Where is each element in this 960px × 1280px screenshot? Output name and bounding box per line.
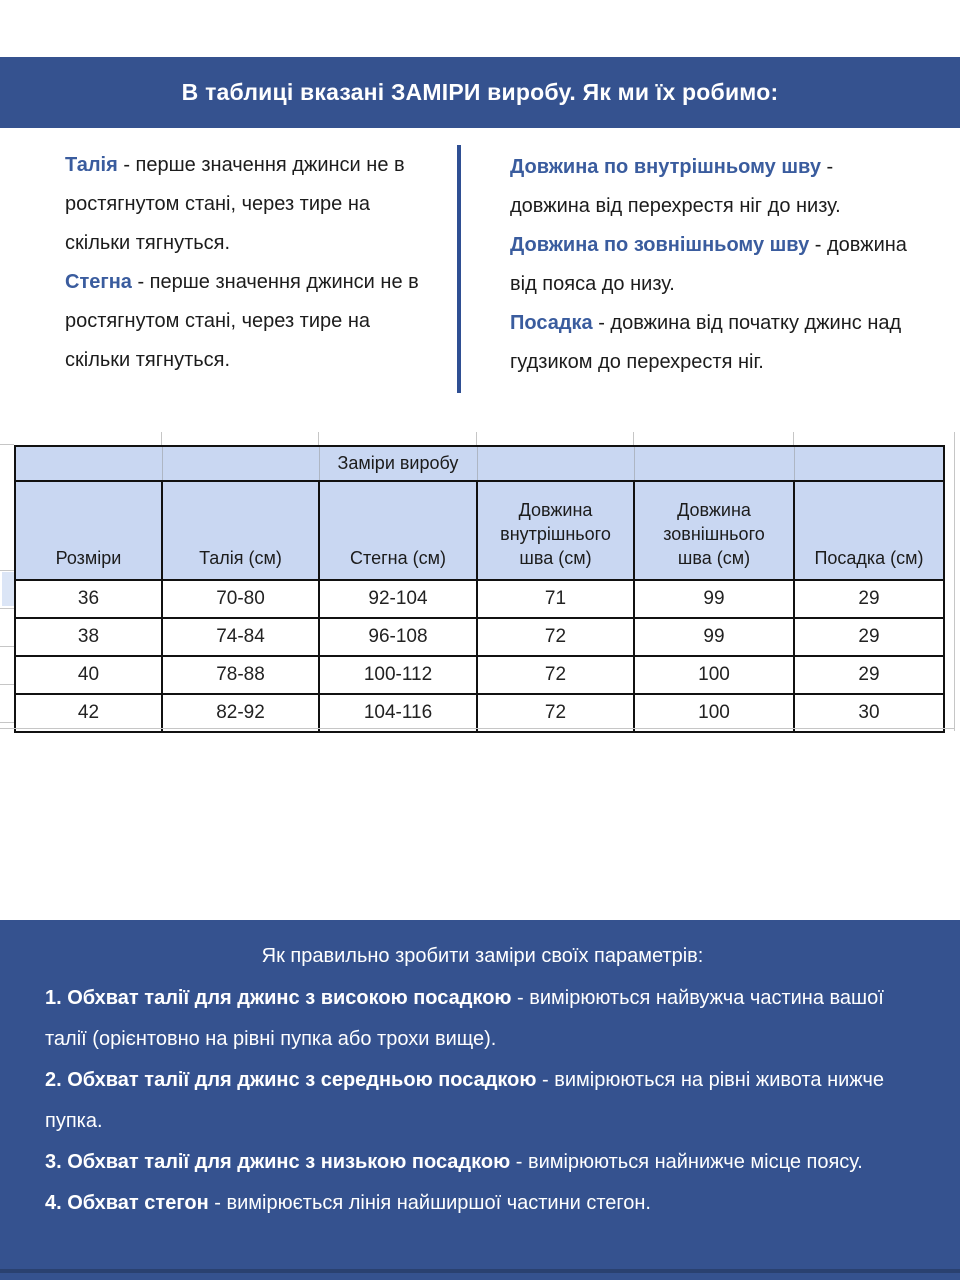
- group-header-cell: [634, 446, 794, 481]
- gridline-stub-top: [476, 432, 477, 445]
- data-cell: 42: [15, 694, 162, 732]
- data-cell: 29: [794, 656, 944, 694]
- banner-title: В таблиці вказані ЗАМІРИ виробу. Як ми їх робимо:: [181, 79, 779, 105]
- instruction-lead: 2. Обхват талії для джинс з середньою посадкою: [45, 1069, 537, 1091]
- definitions-section: [0, 128, 960, 428]
- instruction-item: [45, 1183, 920, 1224]
- instruction-lead: 1. Обхват талії для джинс з високою посадкою: [45, 987, 512, 1009]
- data-cell: 74-84: [162, 618, 319, 656]
- table-row: [15, 656, 944, 694]
- neighbor-cell-highlight: [2, 572, 14, 606]
- column-header-cell: [15, 481, 162, 580]
- definition-term: Довжина по внутрішньому шву: [510, 156, 821, 178]
- gridline-stub-top: [161, 432, 162, 445]
- data-cell: 78-88: [162, 656, 319, 694]
- column-header-cell: [162, 481, 319, 580]
- column-header-cell: [319, 481, 477, 580]
- instruction-text: - вимірюються найвужча частина вашої талії (орієнтовно на рівні пупка або трохи вище).: [45, 987, 884, 1050]
- column-divider: [457, 145, 461, 393]
- column-header-label: Стегна (см): [350, 548, 446, 568]
- data-cell: 38: [15, 618, 162, 656]
- bottom-edge-line: [0, 1269, 960, 1273]
- column-header-label: Талія (см): [199, 548, 282, 568]
- table-row: [15, 618, 944, 656]
- gridline-stub-left: [0, 684, 14, 685]
- data-cell: 29: [794, 580, 944, 618]
- group-header-label: Заміри виробу: [319, 446, 477, 481]
- data-cell: 71: [477, 580, 634, 618]
- definition-item: [510, 226, 915, 304]
- data-cell: 72: [477, 656, 634, 694]
- instruction-item: [45, 1060, 920, 1142]
- instruction-item: [45, 978, 920, 1060]
- definition-term: Посадка: [510, 312, 593, 334]
- data-cell: 36: [15, 580, 162, 618]
- size-table-section: [14, 445, 943, 733]
- data-cell: 96-108: [319, 618, 477, 656]
- instruction-text: - вимірюється лінія найширшої частини стегон.: [208, 1192, 651, 1214]
- definitions-right-column: [510, 148, 915, 382]
- column-header-cell: [477, 481, 634, 580]
- top-banner: [0, 57, 960, 128]
- definition-item: [510, 304, 915, 382]
- definitions-left-column: [65, 146, 427, 380]
- data-cell: 72: [477, 618, 634, 656]
- column-header-cell: [794, 481, 944, 580]
- data-cell: 99: [634, 580, 794, 618]
- column-header-label: Довжина зовнішнього шва (см): [663, 500, 765, 568]
- definition-term: Довжина по зовнішньому шву: [510, 234, 810, 256]
- column-header-cell: [634, 481, 794, 580]
- group-header-row: [15, 446, 944, 481]
- data-cell: 100: [634, 694, 794, 732]
- instruction-text: - вимірюються на рівні живота нижче пупка.: [45, 1069, 885, 1132]
- definition-term: Стегна: [65, 271, 132, 293]
- definition-term: Талія: [65, 154, 118, 176]
- definition-item: [65, 146, 427, 263]
- definition-item: [65, 263, 427, 380]
- group-header-cell: [162, 446, 319, 481]
- data-cell: 99: [634, 618, 794, 656]
- group-header-cell: [15, 446, 162, 481]
- column-header-row: [15, 481, 944, 580]
- definition-text: - довжина від перехрестя ніг до низу.: [510, 156, 841, 217]
- column-header-label: Довжина внутрішнього шва (см): [500, 500, 611, 568]
- data-cell: 40: [15, 656, 162, 694]
- data-cell: 72: [477, 694, 634, 732]
- definition-text: - довжина від пояса до низу.: [510, 234, 907, 295]
- data-cell: 100: [634, 656, 794, 694]
- gridline-stub-left: [0, 570, 14, 571]
- instruction-lead: 4. Обхват стегон: [45, 1192, 209, 1214]
- instructions-section: [0, 920, 960, 1280]
- instruction-lead: 3. Обхват талії для джинс з низькою посадкою: [45, 1151, 511, 1173]
- data-cell: 92-104: [319, 580, 477, 618]
- gridline-stub-left: [0, 646, 14, 647]
- gridline-stub-top: [793, 432, 794, 445]
- table-row: [15, 580, 944, 618]
- definition-text: - довжина від початку джинс над гудзиком до перехрестя ніг.: [510, 312, 902, 373]
- column-header-label: Посадка (см): [814, 548, 924, 568]
- group-header-cell: [477, 446, 634, 481]
- gridline-stub-top: [318, 432, 319, 445]
- data-cell: 82-92: [162, 694, 319, 732]
- data-cell: 100-112: [319, 656, 477, 694]
- definition-text: - перше значення джинси не в ростягнутом стані, через тире на скільки тягнуться.: [65, 154, 405, 254]
- data-cell: 29: [794, 618, 944, 656]
- data-cell: 30: [794, 694, 944, 732]
- gridline-stub-left: [0, 722, 14, 723]
- instructions-title: Як правильно зробити заміри своїх параметрів:: [261, 945, 704, 967]
- gridline-stub-top: [633, 432, 634, 445]
- instruction-item: [45, 1142, 920, 1183]
- data-cell: 70-80: [162, 580, 319, 618]
- gridline-stub-left: [0, 444, 14, 445]
- definition-item: [510, 148, 915, 226]
- instruction-text: - вимірюються найнижче місце поясу.: [510, 1151, 863, 1173]
- gridline-stub-left: [0, 608, 14, 609]
- table-row: [15, 694, 944, 732]
- data-cell: 104-116: [319, 694, 477, 732]
- column-header-label: Розміри: [55, 548, 122, 568]
- size-table: [14, 445, 945, 733]
- group-header-cell: [794, 446, 944, 481]
- gridline-bottom: [0, 728, 954, 729]
- definition-text: - перше значення джинси не в ростягнутом стані, через тире на скільки тягнуться.: [65, 271, 419, 371]
- gridline-right: [954, 432, 955, 731]
